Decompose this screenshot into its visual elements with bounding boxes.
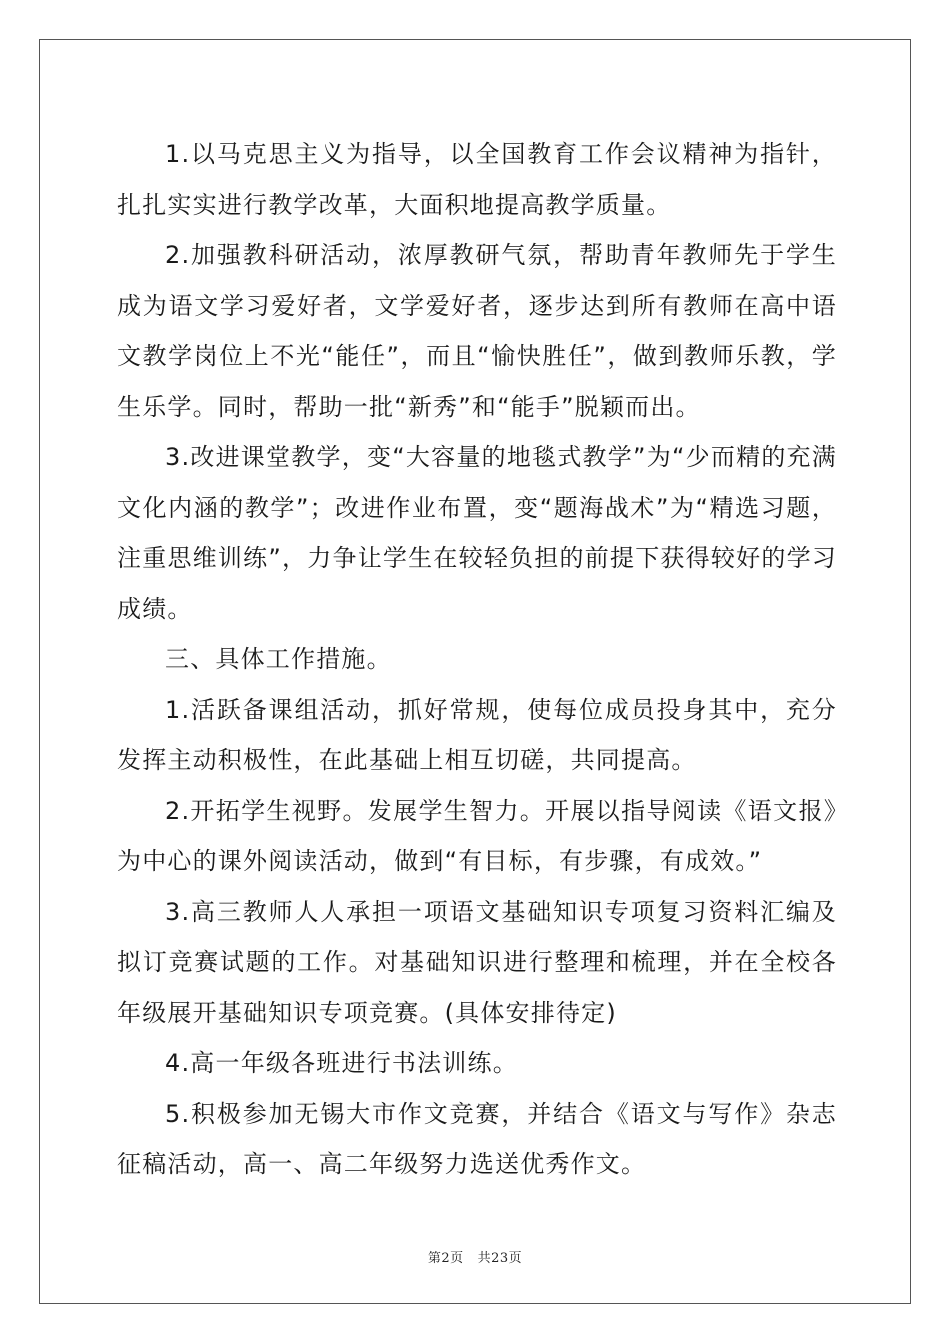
paragraph-6: 2.开拓学生视野。发展学生智力。开展以指导阅读《语文报》为中心的课外阅读活动，做到“有目标，有步骤，有成效。”	[117, 796, 837, 875]
paragraph-9: 5.积极参加无锡大市作文竞赛，并结合《语文与写作》杂志征稿活动，高一、高二年级努力选送优秀作文。	[117, 1099, 837, 1178]
total-pages: 共23页	[477, 1251, 523, 1266]
paragraph-8: 4.高一年级各班进行书法训练。	[165, 1049, 518, 1077]
paragraph-7: 3.高三教师人人承担一项语文基础知识专项复习资料汇编及拟订竞赛试题的工作。对基础知识进行整理和梳理，并在全校各年级展开基础知识专项竞赛。(具体安排待定)	[117, 897, 837, 1027]
paragraph-1: 1.以马克思主义为指导，以全国教育工作会议精神为指针，扎扎实实进行教学改革，大面积地提高教学质量。	[117, 140, 837, 219]
paragraph-3: 3.改进课堂教学，变“大容量的地毯式教学”为“少而精的充满文化内涵的教学”；改进作业布置，变“题海战术”为“精选习题，注重思维训练”，力争让学生在较轻负担的前提下获得较好的学习成绩。	[117, 443, 837, 623]
section-heading-measures: 三、具体工作措施。	[165, 645, 392, 673]
page-footer	[0, 1247, 950, 1266]
document-body	[117, 129, 837, 1190]
paragraph-5: 1.活跃备课组活动，抓好常规，使每位成员投身其中，充分发挥主动积极性，在此基础上相互切磋，共同提高。	[117, 695, 837, 774]
current-page-number: 第2页	[427, 1251, 464, 1266]
paragraph-2: 2.加强教科研活动，浓厚教研气氛，帮助青年教师先于学生成为语文学习爱好者，文学爱好者，逐步达到所有教师在高中语文教学岗位上不光“能任”，而且“愉快胜任”，做到教师乐教，学生乐学。同时，帮助一批“新秀”和“能手”脱颖而出。	[117, 241, 837, 421]
